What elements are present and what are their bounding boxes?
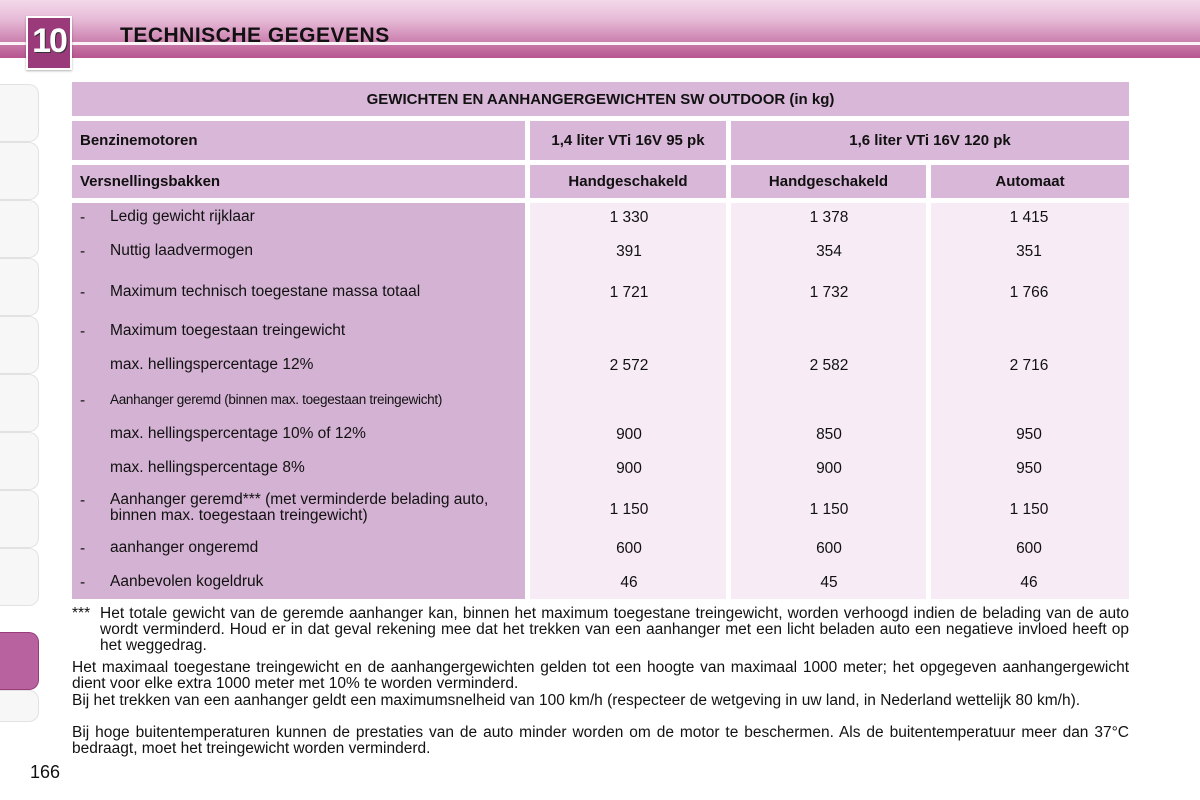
footnote-text: Het totale gewicht van de geremde aanhanger kan, binnen het maximum toegestane treingewicht, worden verhoogd indien de belading van de auto wordt verminderd. Houd er in dat geval rekening mee dat het trekken van een aanhanger met een licht beladen auto een negatieve invloed heeft op het weggedrag. — [100, 605, 1129, 654]
row-label: Aanbevolen kogeldruk — [110, 573, 264, 590]
row-value: 1 150 — [809, 501, 849, 518]
chapter-tab[interactable] — [0, 142, 39, 200]
row-value: 45 — [820, 574, 838, 591]
row-dash: - — [80, 574, 86, 591]
row-label: max. hellingspercentage 10% of 12% — [110, 425, 366, 442]
row-label: max. hellingspercentage 12% — [110, 356, 314, 373]
row-value: 391 — [616, 243, 642, 260]
gearbox-header: Versnellingsbakken — [72, 165, 525, 198]
row-value: 600 — [1016, 540, 1042, 557]
row-label: Aanhanger geremd*** (met verminderde belading auto, binnen max. toegestaan treingewicht) — [110, 491, 489, 524]
row-value: 1 378 — [809, 209, 849, 226]
chapter-tab[interactable] — [0, 316, 39, 374]
engine-1: 1,4 liter VTi 16V 95 pk — [530, 121, 726, 160]
row-label: Maximum toegestaan treingewicht — [110, 322, 346, 339]
chapter-tab[interactable] — [0, 84, 39, 142]
gearbox-2: Handgeschakeld — [731, 165, 926, 198]
chapter-tab[interactable] — [0, 490, 39, 548]
table-title: GEWICHTEN EN AANHANGERGEWICHTEN SW OUTDOOR (in kg) — [72, 82, 1129, 116]
row-dash: - — [80, 243, 86, 260]
row-value: 354 — [816, 243, 842, 260]
chapter-tab[interactable] — [0, 200, 39, 258]
gearbox-3: Automaat — [931, 165, 1129, 198]
row-value: 900 — [816, 460, 842, 477]
gearbox-1: Handgeschakeld — [530, 165, 726, 198]
row-value: 850 — [816, 426, 842, 443]
row-value: 600 — [816, 540, 842, 557]
row-value: 46 — [620, 574, 638, 591]
row-label: Ledig gewicht rijklaar — [110, 208, 255, 225]
row-value: 351 — [1016, 243, 1042, 260]
row-label: Aanhanger geremd (binnen max. toegestaan treingewicht) — [110, 392, 443, 407]
row-value: 1 330 — [609, 209, 649, 226]
row-value: 1 721 — [609, 284, 649, 301]
row-value: 46 — [1020, 574, 1038, 591]
row-value: 900 — [616, 460, 642, 477]
row-dash: - — [80, 392, 86, 409]
row-dash: - — [80, 540, 86, 557]
row-value: 2 716 — [1009, 357, 1049, 374]
row-value: 950 — [1016, 460, 1042, 477]
engine-header: Benzinemotoren — [72, 121, 525, 160]
chapter-tabs — [0, 84, 40, 724]
chapter-tab[interactable] — [0, 258, 39, 316]
note-paragraph: Het maximaal toegestane treingewicht en de aanhangergewichten gelden tot een hoogte van maximaal 1000 meter; het opgegeven aanhangergewicht dient voor elke extra 1000 meter met 10% te worden verminderd. — [72, 659, 1129, 692]
row-value: 2 582 — [809, 357, 849, 374]
footnote-marker: *** — [72, 605, 91, 622]
page-title: TECHNISCHE GEGEVENS — [120, 24, 390, 47]
row-label: Nuttig laadvermogen — [110, 242, 254, 259]
chapter-tab[interactable] — [0, 548, 39, 606]
chapter-number: 10 — [32, 22, 66, 60]
row-value: 950 — [1016, 426, 1042, 443]
chapter-tab[interactable] — [0, 374, 39, 432]
row-value: 1 415 — [1009, 209, 1049, 226]
page-number: 166 — [30, 762, 61, 782]
row-value: 1 732 — [809, 284, 849, 301]
row-value: 1 150 — [1009, 501, 1049, 518]
row-dash: - — [80, 492, 86, 509]
row-value: 900 — [616, 426, 642, 443]
chapter-tab-active[interactable] — [0, 632, 39, 690]
row-value: 2 572 — [609, 357, 649, 374]
row-label: Maximum technisch toegestane massa totaal — [110, 283, 421, 300]
row-label: aanhanger ongeremd — [110, 539, 259, 556]
footnote — [72, 606, 1129, 654]
row-dash: - — [80, 284, 86, 301]
note-paragraph: Bij het trekken van een aanhanger geldt een maximumsnelheid van 100 km/h (respecteer de wetgeving in uw land, in Nederland wettelijk 80 km/h). — [72, 692, 1081, 709]
row-value: 1 150 — [609, 501, 649, 518]
row-dash: - — [80, 323, 86, 340]
engine-2: 1,6 liter VTi 16V 120 pk — [731, 121, 1129, 160]
row-dash: - — [80, 209, 86, 226]
row-value: 600 — [616, 540, 642, 557]
row-value: 1 766 — [1009, 284, 1049, 301]
chapter-tab[interactable] — [0, 432, 39, 490]
chapter-badge — [26, 16, 72, 70]
chapter-tab[interactable] — [0, 690, 39, 722]
note-paragraph: Bij hoge buitentemperaturen kunnen de prestaties van de auto minder worden om de motor te beschermen. Als de buitentemperatuur meer dan 37°C bedraagt, moet het treingewicht worden verminderd. — [72, 724, 1129, 757]
row-label: max. hellingspercentage 8% — [110, 459, 305, 476]
